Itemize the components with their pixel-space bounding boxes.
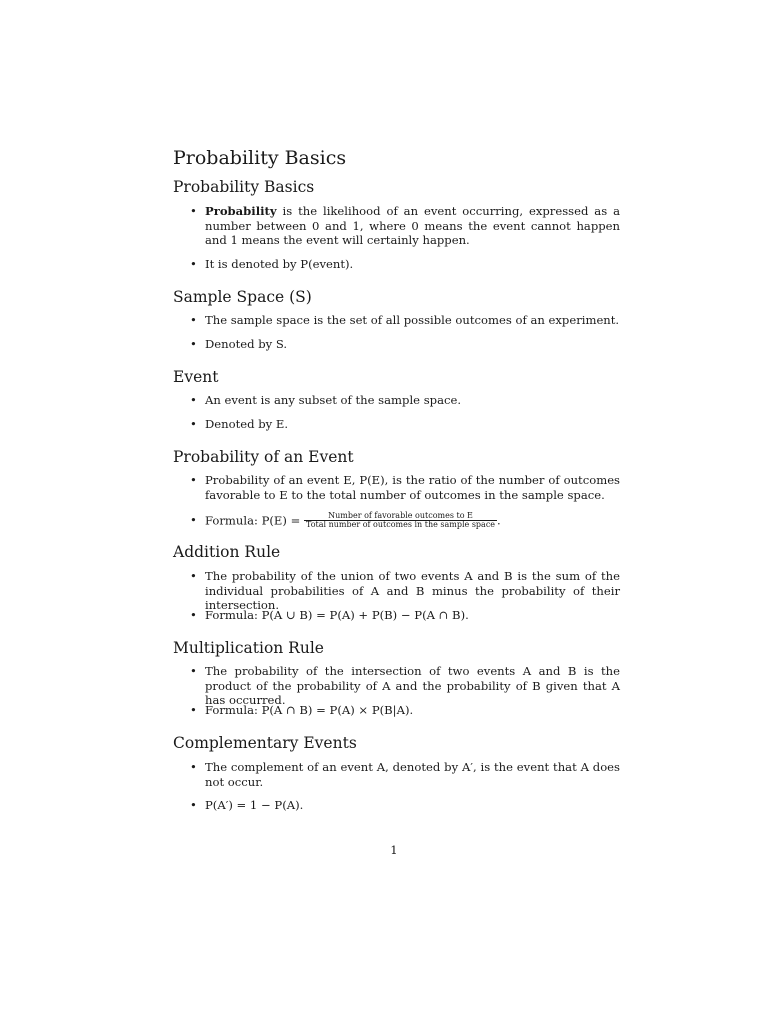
bullet-icon: • xyxy=(190,703,197,717)
list-item xyxy=(190,313,620,328)
section-heading: Probability of an Event xyxy=(173,448,354,466)
fraction-denominator: Total number of outcomes in the sample space xyxy=(306,520,496,529)
section-heading: Addition Rule xyxy=(173,543,281,561)
section-heading: Multiplication Rule xyxy=(173,639,324,657)
bullet-text: The probability of the intersection of two events A and B is the product of the probability of A and the probability of B given that A has occurred. xyxy=(205,664,620,708)
bullet-icon: • xyxy=(190,608,197,622)
bullet-text: P(A′) = 1 − P(A). xyxy=(205,798,304,812)
section-heading: Probability Basics xyxy=(173,178,315,196)
list-item xyxy=(190,608,620,623)
bullet-icon: • xyxy=(190,798,197,812)
formula-suffix: . xyxy=(497,513,501,528)
bullet-text: Denoted by S. xyxy=(205,337,288,351)
list-item xyxy=(190,513,620,530)
fraction-numerator: Number of favorable outcomes to E xyxy=(328,511,473,520)
bullet-text: Formula: P(A ∪ B) = P(A) + P(B) − P(A ∩ B). xyxy=(205,608,469,622)
list-item xyxy=(190,473,620,502)
bullet-icon: • xyxy=(190,393,197,407)
bullet-text: is the likelihood of an event occurring, expressed as a number between 0 and 1, where 0 means the event cannot happen and 1 means the event will certainly happen. xyxy=(205,204,620,248)
bullet-icon: • xyxy=(190,569,197,583)
bullet-icon: • xyxy=(190,204,197,218)
page-number: 1 xyxy=(390,843,398,857)
list-item xyxy=(190,257,620,272)
section-heading: Event xyxy=(173,368,219,386)
document-title: Probability Basics xyxy=(173,147,347,169)
list-item xyxy=(190,760,620,789)
list-item xyxy=(190,393,620,408)
section-heading: Complementary Events xyxy=(173,734,357,752)
list-item xyxy=(190,337,620,352)
bullet-icon: • xyxy=(190,513,197,527)
list-item xyxy=(190,664,620,708)
list-item xyxy=(190,569,620,613)
list-item xyxy=(190,204,620,248)
bullet-text: Formula: P(A ∩ B) = P(A) × P(B|A). xyxy=(205,703,414,717)
list-item xyxy=(190,798,620,813)
bullet-text: Denoted by E. xyxy=(205,417,289,431)
bullet-icon: • xyxy=(190,664,197,678)
bullet-text: An event is any subset of the sample space. xyxy=(205,393,462,407)
bullet-icon: • xyxy=(190,313,197,327)
bullet-icon: • xyxy=(190,760,197,774)
bullet-text: Probability of an event E, P(E), is the ratio of the number of outcomes favorable to E to the total number of outcomes in the sample space. xyxy=(205,473,620,502)
bullet-text: The sample space is the set of all possible outcomes of an experiment. xyxy=(205,313,620,327)
bullet-text: It is denoted by P(event). xyxy=(205,257,354,271)
formula-prefix: Formula: P(E) = xyxy=(205,513,304,528)
bullet-icon: • xyxy=(190,417,197,431)
bullet-icon: • xyxy=(190,473,197,487)
bullet-icon: • xyxy=(190,257,197,271)
bullet-text: The complement of an event A, denoted by A′, is the event that A does not occur. xyxy=(205,760,620,789)
formula-fraction xyxy=(304,512,497,529)
bullet-icon: • xyxy=(190,337,197,351)
section-heading: Sample Space (S) xyxy=(173,288,312,306)
list-item xyxy=(190,417,620,432)
list-item xyxy=(190,703,620,718)
bullet-text: The probability of the union of two events A and B is the sum of the individual probabilities of A and B minus the probability of their intersection. xyxy=(205,569,620,613)
term-bold: Probability xyxy=(205,204,277,218)
